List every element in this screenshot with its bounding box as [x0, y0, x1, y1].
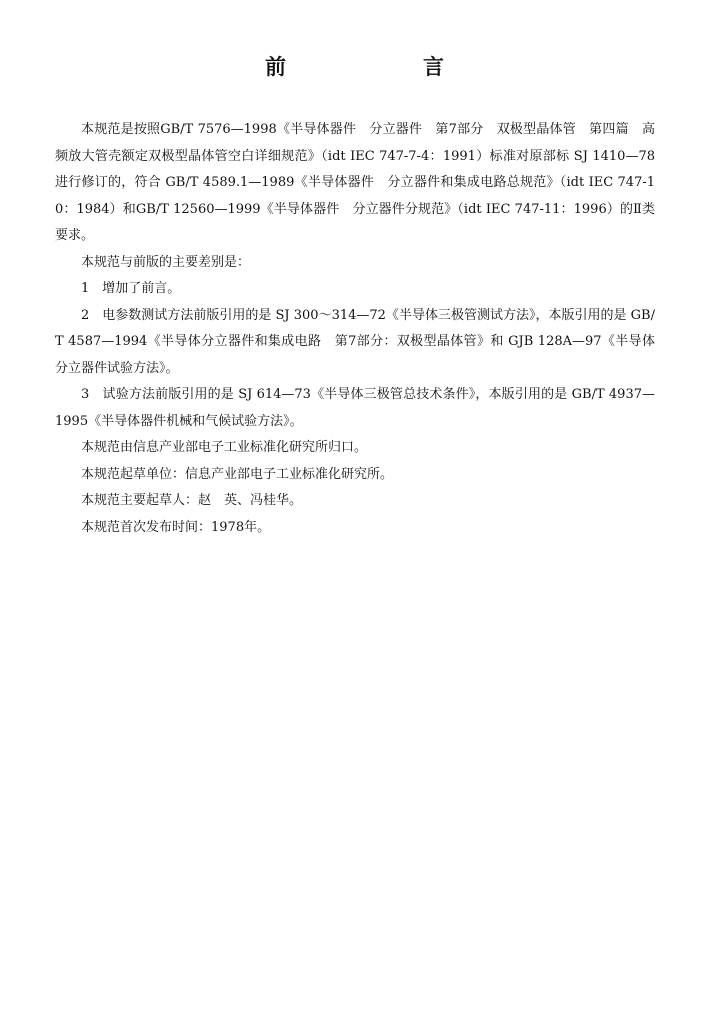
paragraph-responsible-unit: 本规范由信息产业部电子工业标准化研究所归口。 [81, 440, 368, 455]
page-title: 前 言 [265, 55, 502, 79]
document-body [55, 117, 655, 541]
list-item-3: 3 试验方法前版引用的是 SJ 614—73《半导体三极管总技术条件》，本版引用的是 GB/T 4937—1995《半导体器件机械和气候试验方法》。 [55, 387, 655, 429]
paragraph-first-release: 本规范首次发布时间：1978年。 [81, 519, 271, 535]
paragraph-scope: 本规范是按照GB/T 7576—1998《半导体器件 分立器件 第7部分 双极型晶体管 第四篇 高频放大管壳额定双极型晶体管空白详细规范》（idt IEC 747-7-4：1991）标准对原部标 SJ 1410—78 进行修订的，符合 GB/T 4589.1—1989《半导体器件 分立器件和集成电路总规范》（idt IEC 747-10：1984）和GB/T 12560—1999《半导体器件 分立器件分规范》（idt IEC 747-11：1996）的Ⅱ类要求。 [55, 122, 655, 243]
paragraph-drafters: 本规范主要起草人：赵 英、冯桂华。 [81, 493, 303, 508]
list-item-1: 1 增加了前言。 [81, 281, 181, 296]
paragraph-differences-intro: 本规范与前版的主要差别是： [81, 254, 251, 270]
list-item-2: 2 电参数测试方法前版引用的是 SJ 300～314—72《半导体三极管测试方法》，本版引用的是 GB/T 4587—1994《半导体分立器件和集成电路 第7部分：双极型晶体管》和 GJB 128A—97《半导体分立器件试验方法》。 [55, 307, 655, 376]
paragraph-drafting-unit: 本规范起草单位：信息产业部电子工业标准化研究所。 [81, 466, 394, 482]
